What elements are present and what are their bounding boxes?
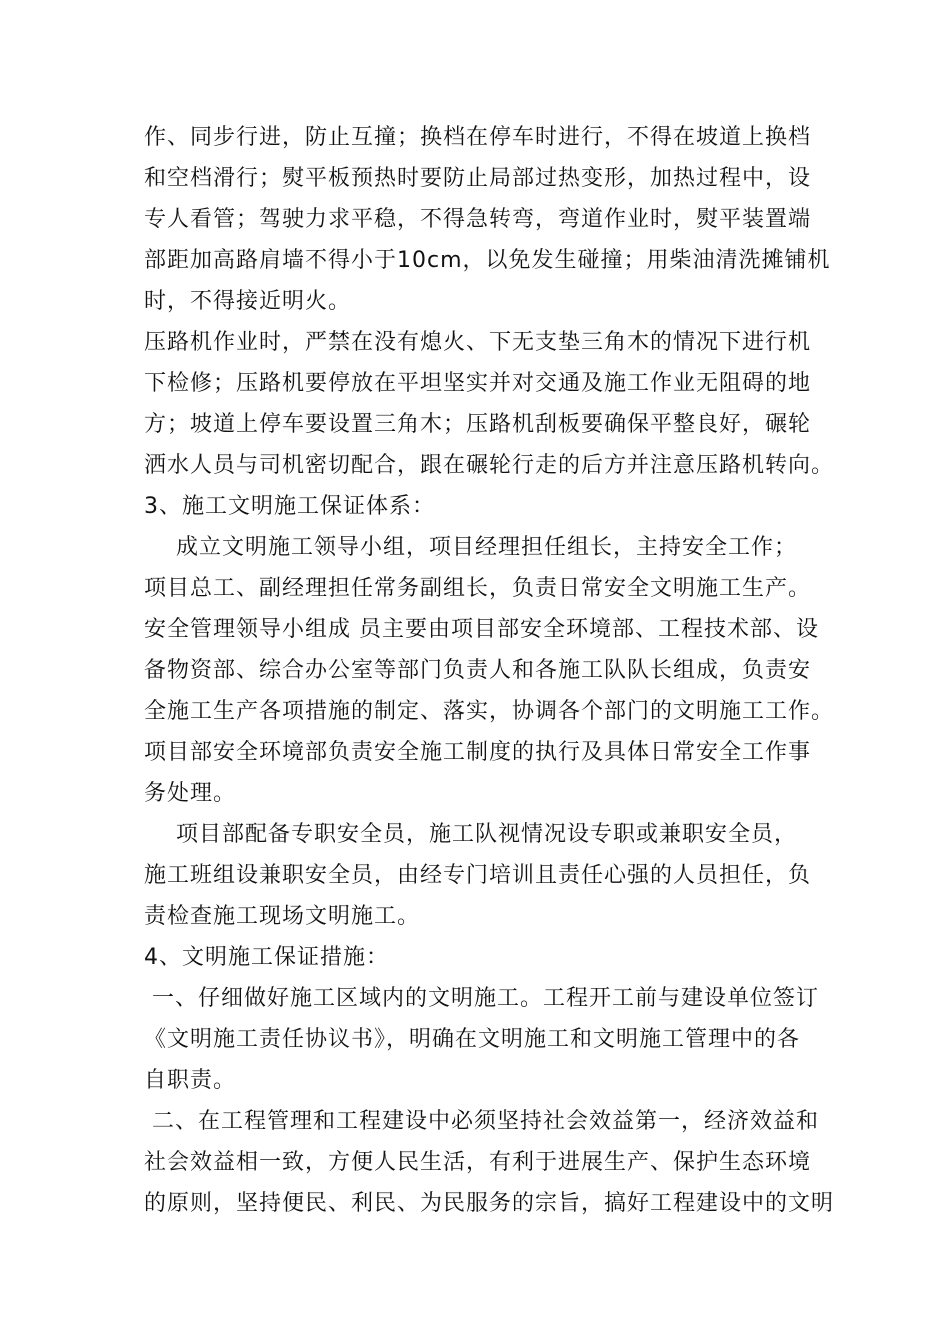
section-heading: 4、文明施工保证措施： <box>144 945 389 970</box>
text-line: 项目部配备专职安全员，施工队视情况设专职或兼职安全员， <box>144 822 797 847</box>
text-line: 洒水人员与司机密切配合，跟在碾轮行走的后方并注意压路机转向。 <box>144 453 835 478</box>
text-line: 二、在工程管理和工程建设中必须坚持社会效益第一，经济效益和 <box>144 1109 819 1134</box>
paragraph-paver-safety <box>144 117 831 322</box>
paragraph-roller-safety <box>144 322 835 486</box>
text-line: 部距加高路肩墙不得小于10cm，以免发生碰撞；用柴油清洗摊铺机 <box>144 248 831 273</box>
paragraph-leadership-group <box>144 527 835 814</box>
paragraph-measure-1 <box>144 978 819 1101</box>
text-line: 一、仔细做好施工区域内的文明施工。工程开工前与建设单位签订 <box>144 986 819 1011</box>
text-line: 社会效益相一致，方便人民生活，有利于进展生产、保护生态环境 <box>144 1150 812 1175</box>
document-body <box>144 117 835 1224</box>
text-line: 专人看管；驾驶力求平稳，不得急转弯，弯道作业时，熨平装置端 <box>144 207 812 232</box>
text-line: 的原则，坚持便民、利民、为民服务的宗旨，搞好工程建设中的文明 <box>144 1191 835 1216</box>
text-line: 下检修；压路机要停放在平坦坚实并对交通及施工作业无阻碍的地 <box>144 371 812 396</box>
text-line: 施工班组设兼职安全员，由经专门培训且责任心强的人员担任，负 <box>144 863 812 888</box>
text-line: 项目总工、副经理担任常务副组长，负责日常安全文明施工生产。 <box>144 576 812 601</box>
heading-section-3 <box>144 486 809 527</box>
text-line: 《文明施工责任协议书》，明确在文明施工和文明施工管理中的各 <box>144 1027 801 1052</box>
text-line: 成立文明施工领导小组，项目经理担任组长，主持安全工作； <box>144 535 797 560</box>
text-line: 自职责。 <box>144 1068 237 1093</box>
text-line: 方；坡道上停车要设置三角木；压路机刮板要确保平整良好，碾轮 <box>144 412 812 437</box>
text-line: 全施工生产各项措施的制定、落实，协调各个部门的文明施工工作。 <box>144 699 835 724</box>
text-line: 安全管理领导小组成 员主要由项目部安全环境部、工程技术部、设 <box>144 617 819 642</box>
text-line: 作、同步行进，防止互撞；换档在停车时进行，不得在坡道上换档 <box>144 125 812 150</box>
text-line: 务处理。 <box>144 781 237 806</box>
text-line: 压路机作业时，严禁在没有熄火、下无支垫三角木的情况下进行机 <box>144 330 812 355</box>
text-line: 项目部安全环境部负责安全施工制度的执行及具体日常安全工作事 <box>144 740 812 765</box>
section-heading: 3、施工文明施工保证体系： <box>144 494 435 519</box>
text-line: 备物资部、综合办公室等部门负责人和各施工队队长组成，负责安 <box>144 658 812 683</box>
text-line: 时，不得接近明火。 <box>144 289 352 314</box>
paragraph-safety-officers <box>144 814 812 937</box>
text-line: 和空档滑行；熨平板预热时要防止局部过热变形，加热过程中，设 <box>144 166 812 191</box>
text-line: 责检查施工现场文明施工。 <box>144 904 421 929</box>
paragraph-measure-2 <box>144 1101 835 1224</box>
heading-section-4 <box>144 937 809 978</box>
